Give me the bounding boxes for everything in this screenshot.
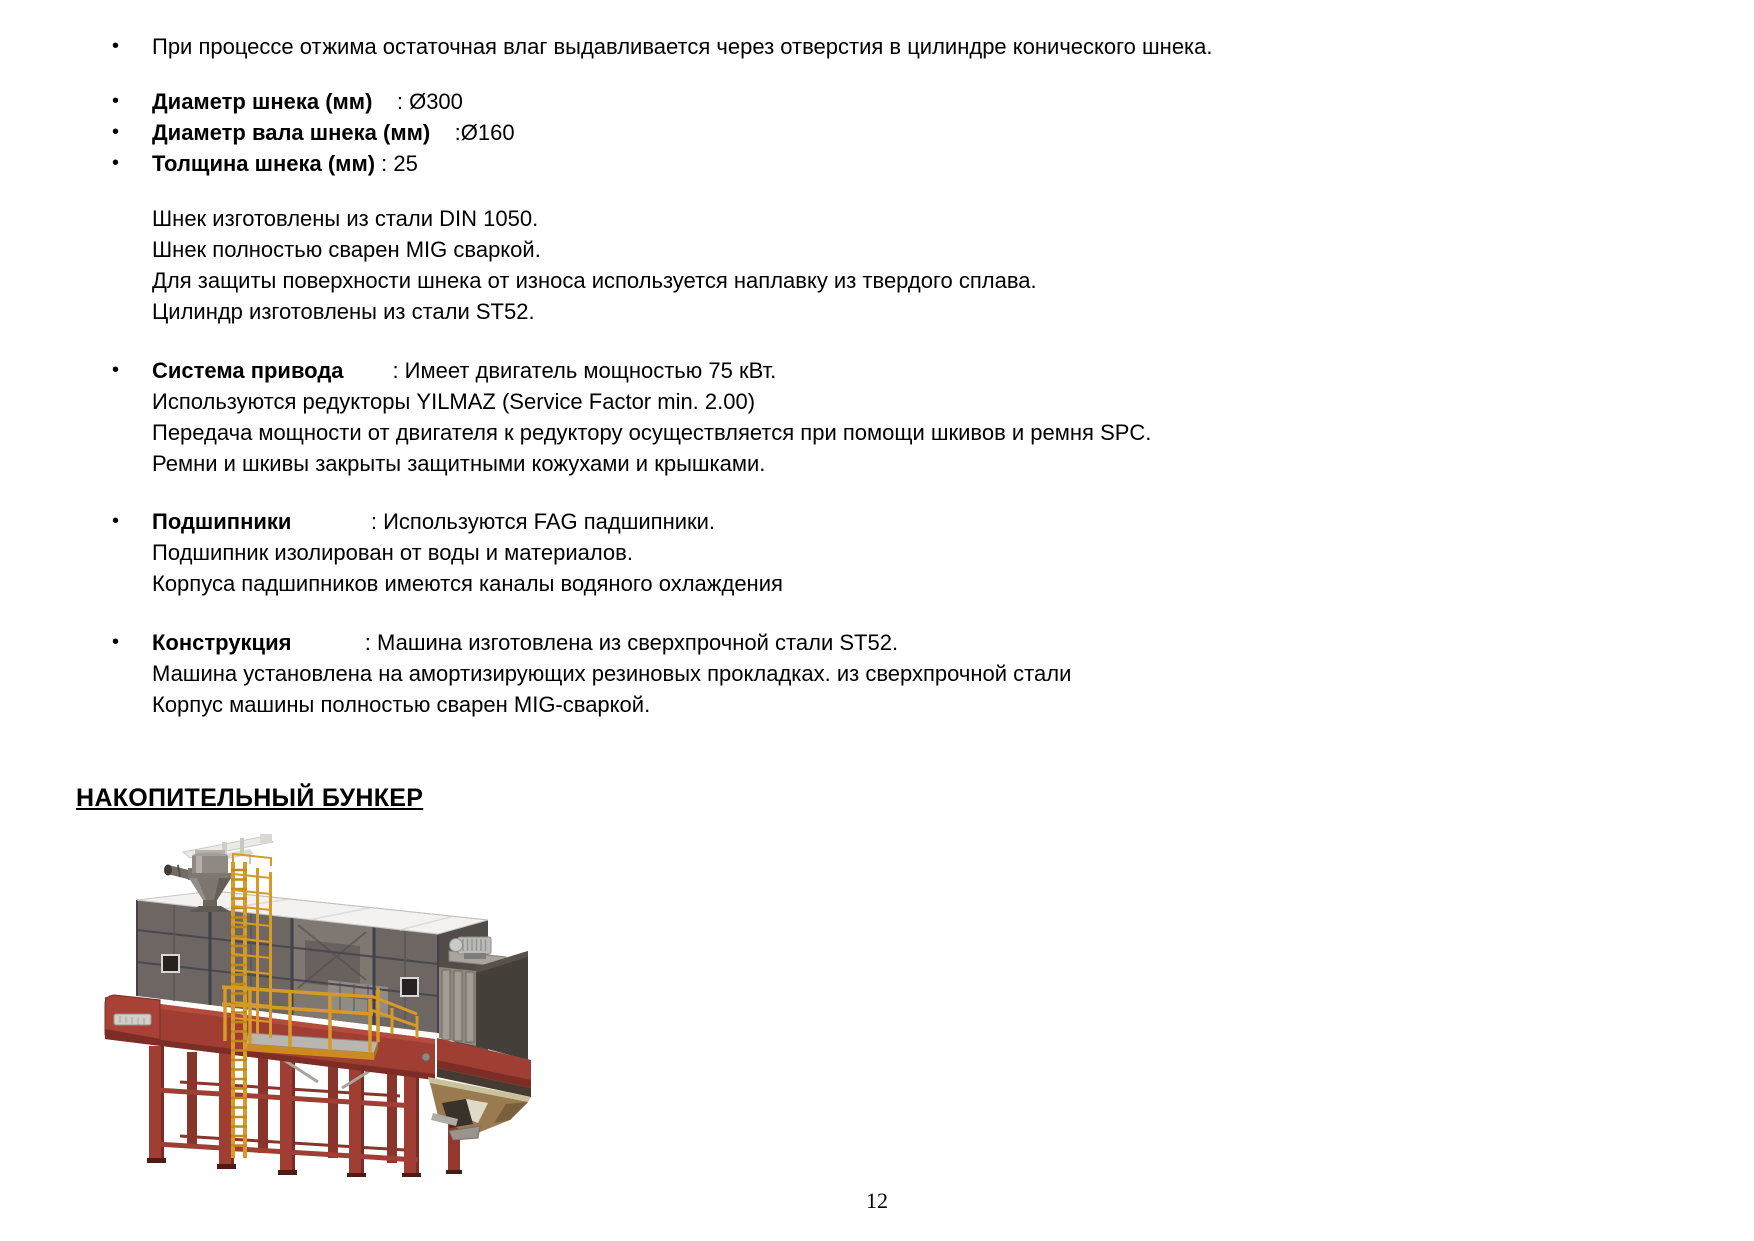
- paragraph-line: Шнек полностью сварен MIG сваркой.: [152, 237, 541, 262]
- spec-bullet-text: [152, 86, 463, 117]
- hopper-3d-render: [70, 820, 590, 1178]
- section-bullet-item: [0, 627, 1754, 658]
- bullet-marker: •: [112, 121, 120, 143]
- spec-value: :Ø160: [430, 120, 515, 145]
- section-term: Конструкция: [152, 630, 292, 655]
- bullet-marker: •: [112, 510, 120, 532]
- intro-bullet-item: [0, 31, 1754, 62]
- spec-bullet-item: [0, 117, 1754, 148]
- section-title-text: [152, 355, 776, 386]
- section-title-text: [152, 627, 898, 658]
- section-line: Машина установлена на амортизирующих резиновых прокладках. из сверхпрочной стали: [152, 661, 1072, 686]
- paragraph-line: Цилиндр изготовлены из стали ST52.: [152, 299, 535, 324]
- bullet-marker: •: [112, 631, 120, 653]
- bullet-marker: •: [112, 35, 120, 57]
- section-bullet-item: [0, 506, 1754, 537]
- section-line: Корпус машины полностью сварен MIG-сваркой.: [152, 692, 651, 717]
- spec-bullet-text: [152, 117, 515, 148]
- spec-bullet-text: [152, 148, 418, 179]
- section-line: Передача мощности от двигателя к редуктору осуществляется при помощи шкивов и ремня SPC.: [152, 420, 1152, 445]
- section-term: Система привода: [152, 358, 344, 383]
- spec-term: Диаметр шнека (мм): [152, 89, 373, 114]
- bullet-marker: •: [112, 90, 120, 112]
- section-term: Подшипники: [152, 509, 292, 534]
- section-line: Используются редукторы YILMAZ (Service Factor min. 2.00): [152, 389, 756, 414]
- hopper-heading: НАКОПИТЕЛЬНЫЙ БУНКЕР: [76, 784, 424, 812]
- section-bullet-item: [0, 355, 1754, 386]
- section-value: : Машина изготовлена из сверхпрочной стали ST52.: [291, 630, 899, 655]
- section-line: Ремни и шкивы закрыты защитными кожухами и крышками.: [152, 451, 766, 476]
- paragraph-line: Шнек изготовлены из стали DIN 1050.: [152, 206, 539, 231]
- page-number: 12: [866, 1188, 888, 1213]
- spec-bullet-item: [0, 86, 1754, 117]
- section-value: : Используются FAG падшипники.: [291, 509, 716, 534]
- section-title-text: [152, 506, 715, 537]
- spec-value: : Ø300: [372, 89, 463, 114]
- section-line: Корпуса падшипников имеются каналы водяного охлаждения: [152, 571, 783, 596]
- spec-term: Диаметр вала шнека (мм): [152, 120, 431, 145]
- section-value: : Имеет двигатель мощностью 75 кВт.: [343, 358, 777, 383]
- intro-bullet-text: При процессе отжима остаточная влаг выдавливается через отверстия в цилиндре конического шнека.: [152, 34, 1213, 59]
- hopper-machine-image: [70, 820, 590, 1178]
- bullet-marker: •: [112, 359, 120, 381]
- section-line: Подшипник изолирован от воды и материалов.: [152, 540, 633, 565]
- spec-bullet-item: [0, 148, 1754, 179]
- spec-term: Толщина шнека (мм): [152, 151, 376, 176]
- paragraph-line: Для защиты поверхности шнека от износа используется наплавку из твердого сплава.: [152, 268, 1037, 293]
- spec-value: : 25: [375, 151, 418, 176]
- bullet-marker: •: [112, 152, 120, 174]
